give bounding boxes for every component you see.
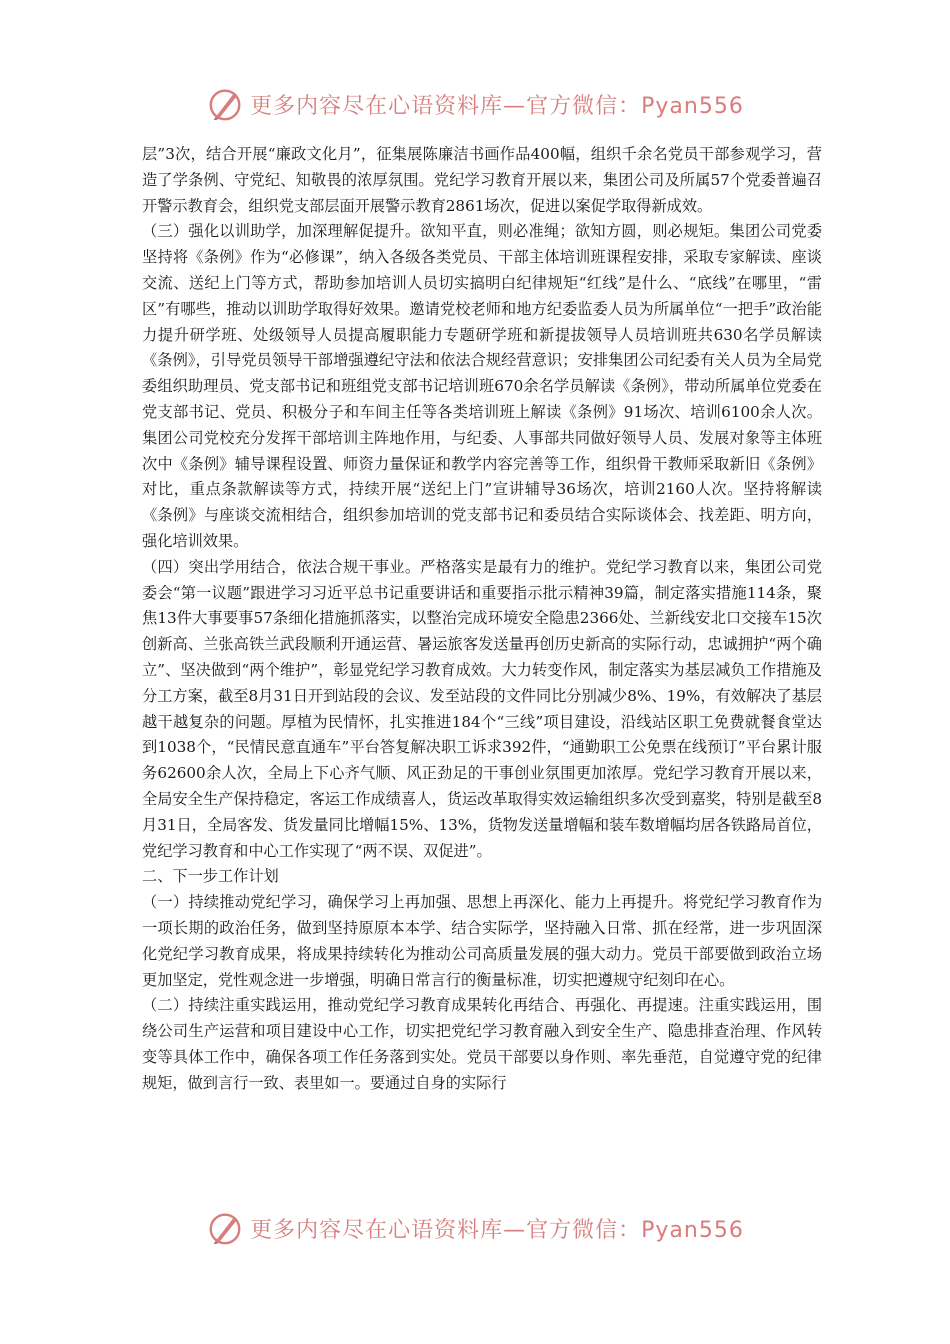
pen-circle-icon: [206, 85, 244, 123]
watermark-text: 更多内容尽在心语资料库—官方微信：Pyan556: [250, 1217, 744, 1243]
pen-circle-icon: [206, 1209, 244, 1247]
watermark-banner-top: [0, 84, 950, 124]
paragraph: （一）持续推动党纪学习，确保学习上再加强、思想上再深化、能力上再提升。将党纪学习教育作为一项长期的政治任务，做到坚持原原本本学、结合实际学，坚持融入日常、抓在经常，进一步巩固深化党纪学习教育成果，将成果持续转化为推动公司高质量发展的强大动力。党员干部要做到政治立场更加坚定，党性观念进一步增强，明确日常言行的衡量标准，切实把遵规守纪刻印在心。: [142, 893, 822, 989]
paragraph: 层”3次，结合开展“廉政文化月”，征集展陈廉洁书画作品400幅，组织千余名党员干部参观学习，营造了学条例、守党纪、知敬畏的浓厚氛围。党纪学习教育开展以来，集团公司及所属57个党委普遍召开警示教育会，组织党支部层面开展警示教育2861场次，促进以案促学取得新成效。: [142, 145, 822, 215]
section-heading: 二、下一步工作计划: [142, 867, 279, 886]
watermark-text: 更多内容尽在心语资料库—官方微信：Pyan556: [250, 93, 744, 119]
paragraph: （三）强化以训助学，加深理解促提升。欲知平直，则必准绳；欲知方圆，则必规矩。集团公司党委坚持将《条例》作为“必修课”，纳入各级各类党员、干部主体培训班课程安排，采取专家解读、座谈交流、送纪上门等方式，帮助参加培训人员切实搞明白纪律规矩“红线”是什么、“底线”在哪里，“雷区”有哪些，推动以训助学取得好效果。邀请党校老师和地方纪委监委人员为所属单位“一把手”政治能力提升研学班、处级领导人员提高履职能力专题研学班和新提拔领导人员培训班共630名学员解读《条例》，引导党员领导干部增强遵纪守法和依法合规经营意识；安排集团公司纪委有关人员为全局党委组织助理员、党支部书记和班组党支部书记培训班670余名学员解读《条例》，带动所属单位党委在党支部书记、党员、积极分子和车间主任等各类培训班上解读《条例》91场次、培训6100余人次。集团公司党校充分发挥干部培训主阵地作用，与纪委、人事部共同做好领导人员、发展对象等主体班次中《条例》辅导课程设置、师资力量保证和教学内容完善等工作，组织骨干教师采取新旧《条例》对比，重点条款解读等方式，持续开展“送纪上门”宣讲辅导36场次，培训2160人次。坚持将解读《条例》与座谈交流相结合，组织参加培训的党支部书记和委员结合实际谈体会、找差距、明方向，强化培训效果。: [142, 222, 822, 550]
document-body: [142, 142, 822, 1096]
paragraph: （四）突出学用结合，依法合规干事业。严格落实是最有力的维护。党纪学习教育以来，集团公司党委会“第一议题”跟进学习习近平总书记重要讲话和重要指示批示精神39篇，制定落实措施114条，聚焦13件大事要事57条细化措施抓落实，以整治完成环境安全隐患2366处、兰新线安北口交接车15次创新高、兰张高铁兰武段顺利开通运营、暑运旅客发送量再创历史新高的实际行动，忠诚拥护“两个确立”、坚决做到“两个维护”，彰显党纪学习教育成效。大力转变作风，制定落实为基层减负工作措施及分工方案，截至8月31日开到站段的会议、发至站段的文件同比分别减少8%、19%，有效解决了基层越干越复杂的问题。厚植为民情怀，扎实推进184个“三线”项目建设，沿线站区职工免费就餐食堂达到1038个，“民情民意直通车”平台答复解决职工诉求392件，“通勤职工公免票在线预订”平台累计服务62600余人次，全局上下心齐气顺、风正劲足的干事创业氛围更加浓厚。党纪学习教育开展以来，全局安全生产保持稳定，客运工作成绩喜人，货运改革取得实效运输组织多次受到嘉奖，特别是截至8月31日，全局客发、货发量同比增幅15%、13%，货物发送量增幅和装车数增幅均居各铁路局首位，党纪学习教育和中心工作实现了“两不误、双促进”。: [142, 557, 822, 860]
paragraph: （二）持续注重实践运用，推动党纪学习教育成果转化再结合、再强化、再提速。注重实践运用，围绕公司生产运营和项目建设中心工作，切实把党纪学习教育融入到安全生产、隐患排查治理、作风转变等具体工作中，确保各项工作任务落到实处。党员干部要以身作则、率先垂范，自觉遵守党的纪律规矩，做到言行一致、表里如一。要通过自身的实际行: [142, 996, 822, 1092]
watermark-banner-bottom: [0, 1208, 950, 1248]
